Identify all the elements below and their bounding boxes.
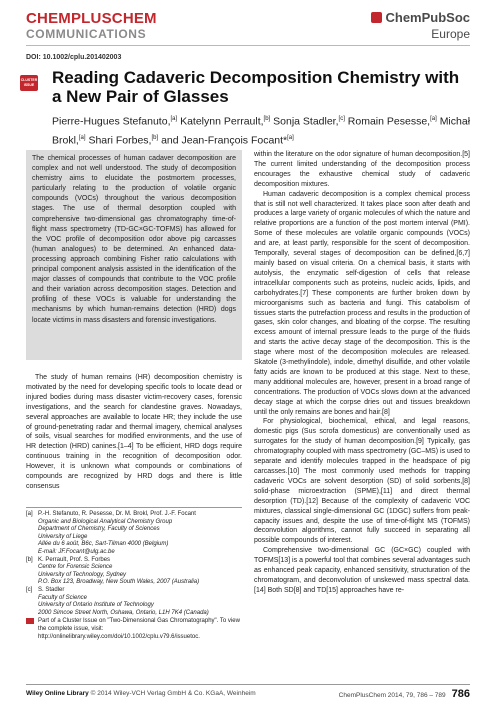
body-paragraph: The study of human remains (HR) decomposition chemistry is motivated by the need for developing specific tools to locate dead or injured bodies during mass disaster victim-recovery cases, forensic investigations, and the search for clandestine graves. Nowadays, several approaches are available to locate HR; they include the use of ground-penetrating radar and thermal imagery, chemical analyses of soils, visual searches for modified environments, and the use of HR detection (HRD) canines.[1–4] To be efficient, HRD dogs require continuous training in the recognition of decomposition odor. However, it is unknown what compounds or combinations of compounds are recognized by HRD dogs and there is little consensus: [26, 374, 242, 490]
affiliation-line: S. Stadler: [38, 586, 65, 593]
footnote-divider: [26, 507, 242, 508]
section-label: COMMUNICATIONS: [26, 27, 147, 41]
logo-region: Europe: [431, 27, 470, 41]
author-affiliation-mark: [b]: [263, 116, 271, 122]
affiliation-key: [c]: [26, 586, 33, 593]
footer-divider: [26, 684, 470, 685]
affiliation-item: [26, 557, 242, 587]
author-affiliation-mark: [a]: [430, 116, 437, 122]
affiliation-line: Faculty of Science: [38, 594, 88, 601]
logo-name: ChemPubSoc: [385, 10, 470, 25]
author-affiliation-mark: [a]: [287, 134, 294, 141]
cluster-note-text[interactable]: Part of a Cluster Issue on "Two-Dimensional Gas Chromatography". To view the complete issue, visit: http://onlinelibrary.wiley.com/doi/10.1002/cplu.v79.6/issuetoc.: [38, 618, 240, 640]
affiliation-line: Allée du 6 août, B6c, Sart-Tilman 4000 (Belgium): [38, 541, 169, 548]
citation: ChemPlusChem 2014, 79, 786 – 789: [338, 692, 446, 699]
affiliation-line: E-mail: JF.Focant@ulg.ac.be: [38, 548, 115, 555]
doi[interactable]: DOI: 10.1002/cplu.201402003: [26, 54, 122, 61]
body-paragraph: Comprehensive two-dimensional GC (GC×GC) coupled with TOFMS[13] is a powerful tool that combines several advantages such as enhanced peak capacity, enhanced sensitivity, structuration of the chromatogram, and deconvolution of unskewed mass spectral data.[14] Both SD[8] and TD[15] approaches have re-: [254, 547, 470, 594]
abstract: The chemical processes of human cadaver decomposition are complex and not well understood. The study of decomposition chemistry aims to elucidate the postmortem processes, particularly relating to the production of volatile organic compounds (VOCs) throughout the various decomposition stages. The use of thermal desorption coupled with comprehensive two-dimensional gas chromatography time-of-flight mass spectrometry (TD-GC×GC-TOFMS) has allowed for the VOC profile of decomposition odor above pig carcasses (human analogues) to be determined. An enhanced data-processing approach combining Fisher ratio calculations with principal component analysis assisted in the identification of the major classes of compounds that contribute to the VOC profile and their variation across decomposition stages. Detection and profiling of these VOCs is valuable for understanding the mechanisms by which human-remains detection (HRD) dogs locate victims in mass disasters and forensic investigations.: [26, 150, 242, 360]
page-number: 786: [451, 688, 470, 700]
body-paragraph: within the literature on the odor signature of human decomposition.[5] The current limited understanding of the decomposition process encourages the exhaustive chemical study of cadaveric decomposition mixtures.: [254, 151, 470, 188]
author-name: and Jean-François Focant*: [161, 134, 288, 146]
affiliation-line: K. Perrault, Prof. S. Forbes: [38, 556, 111, 563]
affiliation-line: University of Liege: [38, 533, 88, 540]
affiliation-item: [26, 511, 242, 557]
cluster-note: [26, 618, 242, 641]
affiliation-line: Department of Chemistry, Faculty of Sciences: [38, 526, 160, 533]
author-name: Romain Pesesse,: [347, 115, 431, 128]
copyright: © 2014 Wiley-VCH Verlag GmbH & Co. KGaA, Weinheim: [90, 690, 256, 697]
affiliation-line: P.-H. Stefanuto, R. Pesesse, Dr. M. Brokl, Prof. J.-F. Focant: [38, 511, 196, 517]
chempubsoc-logo-icon: [371, 12, 382, 23]
author-name: Pierre-Hugues Stefanuto,: [52, 115, 171, 128]
publisher-logo: [366, 10, 470, 44]
body-paragraph: Human cadaveric decomposition is a complex chemical process that is still not well characterized. It takes place soon after death and produces a large variety of organic molecules of which the nature and relative proportions are a function of the post mortem interval (PMI). Some of these molecules are volatile organic compounds (VOCs) and are, at least partly, responsible for the scent of decomposition. Temporally, several stages of decomposition can be defined,[6,7] mainly based on visual criteria. On a chemical basis, it starts with autolysis, the enzymatic self-digestion of cells that release intracellular components such as proteins, nucleic acids, lipids, and carbohydrates.[7] These components are further broken down by microorganisms such as bacteria and fungi. This catabolism of tissues starts the putrefaction process and results in the production of gases, skin color changes, and bloating of the corpse. The resulting excess amount of internal pressure leads to the purge of the fluids and starts the active decay stage of the decomposition. This is the stage where most of the decomposition molecules are released. Skatole (3-methylindole), indole, dimethyl disulfide, and other volatile fatty acids are known to be produced at this stage. Next to these, many additional molecules are, however, present in a broad range of concentrations. The production of VOCs slows down at the advanced decay stage at which the corpse dries out and tissues breakdown until the only remains are bones and hair.[8]: [254, 190, 470, 416]
affiliation-line: Centre for Forensic Science: [38, 564, 113, 571]
author-name: Katelynn Perrault,: [180, 115, 264, 128]
affiliation-key: [a]: [26, 511, 33, 517]
author-name: Michał Brokl,: [52, 115, 471, 146]
author-name: Sonja Stadler,: [273, 115, 339, 128]
author-affiliation-mark: [a]: [78, 134, 86, 141]
affiliations: [26, 511, 242, 641]
wiley-online-library[interactable]: Wiley Online Library: [26, 690, 89, 697]
body-paragraph: For physiological, biochemical, ethical, and legal reasons, domestic pigs (Sus scrofa domesticus) are conventionally used as surrogates for the study of human decomposition.[9] Typically, gas chromatography coupled with mass spectrometry (GC–MS) is used to separate and identify molecules trapped in the headspace of pig carcasses.[10] The most commonly used methods for trapping cadaveric VOCs are solvent desorption (SD) of solid sorbents,[8] solid-phase microextraction (SPME),[11] and direct thermal desorption (TD).[12] Because of the complexity of cadaveric VOC mixtures, classical single-dimensional GC (1DGC) suffers from peak-capacity issues and, despite the use of time-of-flight MS (TOFMS) deconvolution algorithms, cannot fully succeed in separating all possible compounds of interest.: [254, 418, 470, 545]
article-title: Reading Cadaveric Decomposition Chemistry with a New Pair of Glasses: [52, 68, 460, 106]
journal-header: [26, 10, 470, 46]
footer-right: [339, 688, 470, 700]
author-name: Shari Forbes,: [88, 134, 152, 146]
right-column-body: [254, 150, 470, 596]
affiliation-line: 2000 Simcoe Street North, Oshawa, Ontario, L1H 7K4 (Canada): [38, 609, 209, 616]
affiliation-line: Organic and Biological Analytical Chemistry Group: [38, 518, 173, 525]
affiliation-line: University of Technology, Sydney: [38, 571, 127, 578]
author-affiliation-mark: [b]: [151, 134, 159, 141]
left-column-body: [26, 373, 242, 492]
author-affiliation-mark: [a]: [170, 116, 178, 122]
author-affiliation-mark: [c]: [338, 116, 345, 122]
affiliation-line: University of Ontario Institute of Technology: [38, 602, 154, 609]
affiliation-key: [b]: [26, 556, 33, 563]
cluster-icon: [26, 618, 34, 624]
affiliation-item: [26, 587, 242, 617]
author-list: [52, 111, 472, 148]
journal-title: CHEMPLUSCHEM: [26, 10, 157, 27]
affiliation-line: P.O. Box 123, Broadway, New South Wales, 2007 (Australia): [38, 579, 200, 586]
footer-left: [26, 690, 256, 697]
cluster-issue-badge: CLUSTER ISSUE: [20, 75, 38, 91]
